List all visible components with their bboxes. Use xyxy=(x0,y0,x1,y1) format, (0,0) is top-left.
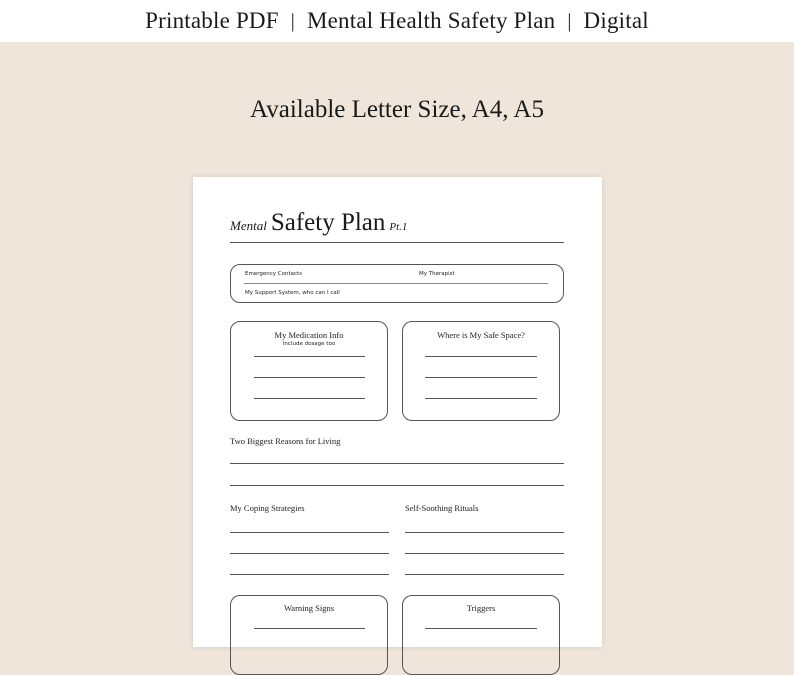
write-line xyxy=(405,553,564,554)
reasons-label: Two Biggest Reasons for Living xyxy=(230,436,341,446)
separator: | xyxy=(290,9,295,32)
write-line xyxy=(254,628,365,629)
triggers-label: Triggers xyxy=(466,603,496,613)
banner-right: Digital xyxy=(583,8,649,33)
planner-sheet xyxy=(193,177,602,647)
support-system-label: My Support System, who can I call xyxy=(245,290,340,296)
write-line xyxy=(230,532,389,533)
medication-label: My Medication Info xyxy=(274,330,344,340)
banner xyxy=(0,0,794,42)
write-line xyxy=(230,485,564,486)
banner-middle: Mental Health Safety Plan xyxy=(306,8,556,33)
contacts-line xyxy=(244,283,548,284)
write-line xyxy=(254,356,365,357)
sheet-title xyxy=(230,209,407,237)
size-subtitle: Available Letter Size, A4, A5 xyxy=(250,96,544,123)
divider xyxy=(230,242,564,243)
separator: | xyxy=(567,9,572,32)
write-line xyxy=(425,628,537,629)
warning-label: Warning Signs xyxy=(283,603,335,613)
write-line xyxy=(230,553,389,554)
title-prefix: Mental xyxy=(230,218,267,233)
therapist-label: My Therapist xyxy=(419,271,455,277)
coping-label: My Coping Strategies xyxy=(230,503,305,513)
write-line xyxy=(254,377,365,378)
write-line xyxy=(425,377,537,378)
emergency-contacts-label: Emergency Contacts xyxy=(245,271,303,277)
write-line xyxy=(425,398,537,399)
safe-space-label: Where is My Safe Space? xyxy=(437,330,525,340)
title-suffix: Pt.1 xyxy=(389,221,408,233)
write-line xyxy=(230,574,389,575)
write-line xyxy=(254,398,365,399)
write-line xyxy=(425,356,537,357)
write-line xyxy=(230,463,564,464)
banner-left: Printable PDF xyxy=(145,8,279,33)
title-main: Safety Plan xyxy=(270,209,386,236)
medication-note: Include dosage too xyxy=(282,341,336,347)
write-line xyxy=(405,574,564,575)
soothing-label: Self-Soothing Rituals xyxy=(405,503,479,513)
write-line xyxy=(405,532,564,533)
